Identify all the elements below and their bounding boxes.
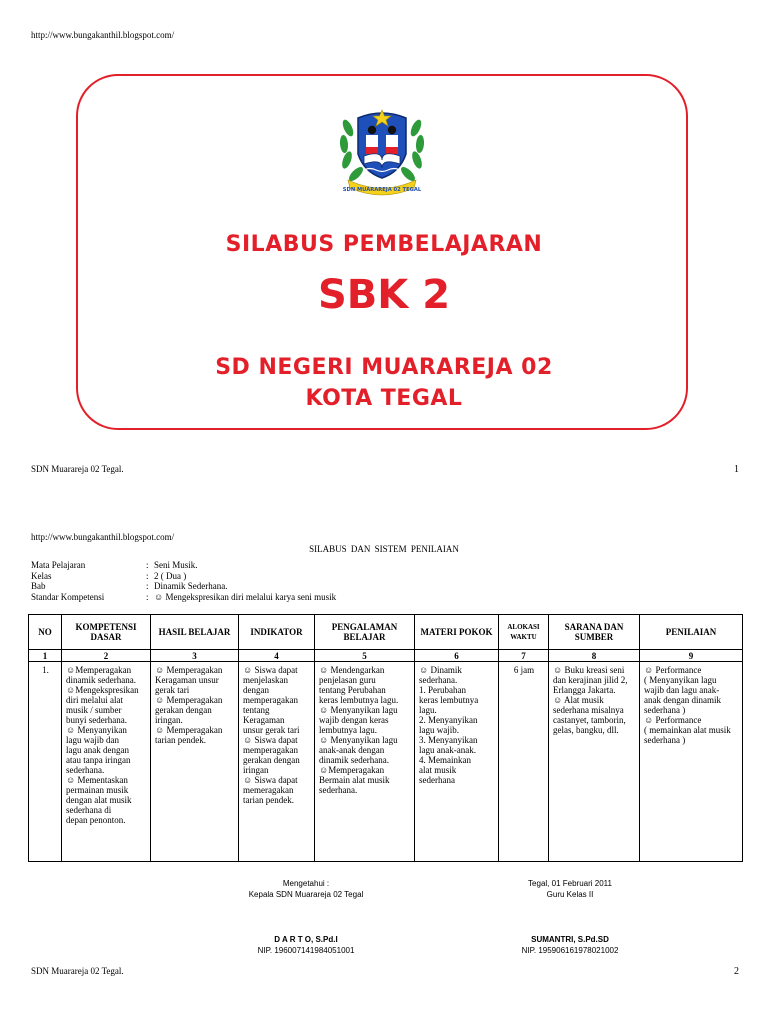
cell-line: atau tanpa iringan <box>66 755 131 765</box>
cell-line: wajib dengan keras <box>319 715 389 725</box>
meta-value: 2 ( Dua ) <box>154 570 187 581</box>
cell-line: ☺ Siswa dapat <box>243 775 298 785</box>
cell-penilaian <box>640 662 743 862</box>
page2-footer: SDN Muarareja 02 Tegal. <box>31 966 124 976</box>
cell-line: diri melalui alat <box>66 695 123 705</box>
cell-line: Keragaman <box>243 715 285 725</box>
cell-line: ( memainkan alat musik <box>644 725 731 735</box>
syllabus-title: SILABUS DAN SISTEM PENILAIAN <box>309 544 459 554</box>
cell-pengalaman <box>315 662 415 862</box>
cell-line: lagu wajib dan <box>66 735 119 745</box>
cell-line: castanyet, tamborin, <box>553 715 626 725</box>
cell-line: ☺ Performance <box>644 715 702 725</box>
header-cell: SARANA DAN SUMBER <box>549 615 640 650</box>
cell-line: ☺ Mendengarkan <box>319 665 385 675</box>
sign-right-nip: NIP. 195906161978021002 <box>521 946 619 955</box>
meta-value: ☺ Mengekspresikan diri melalui karya seni musik <box>154 591 337 602</box>
header-cell: NO <box>29 615 62 650</box>
cell-line: Bermain alat musik <box>319 775 390 785</box>
sign-left-name: D A R T O, S.Pd.I <box>274 935 338 944</box>
cell-line: ☺Mengekspresikan <box>66 685 139 695</box>
number-cell: 5 <box>315 650 415 662</box>
cell-line: lagu. <box>419 705 437 715</box>
meta-key: Mata Pelajaran <box>31 560 86 570</box>
school-logo <box>334 92 430 200</box>
header-cell: MATERI POKOK <box>415 615 499 650</box>
sign-right-line1: Tegal, 01 Februari 2011 <box>528 879 612 888</box>
cell-line: 2. Menyanyikan <box>419 715 478 725</box>
cell-kompetensi <box>62 662 151 862</box>
meta-key: Kelas <box>31 570 52 581</box>
cell-line: gelas, bangku, dll. <box>553 725 619 735</box>
cell-line: tentang Perubahan <box>319 685 386 695</box>
cell-line: ☺ Siswa dapat <box>243 665 298 675</box>
cell-line: iringan. <box>155 715 183 725</box>
cell-line: ☺ Memperagakan <box>155 695 223 705</box>
cell-line: 1. Perubahan <box>419 685 466 695</box>
cell-line: gerakan dengan <box>155 705 212 715</box>
cell-line: ☺ Performance <box>644 665 702 675</box>
cell-line: dinamik sederhana. <box>319 755 389 765</box>
number-cell: 6 <box>415 650 499 662</box>
sign-left-nip: NIP. 196007141984051001 <box>257 946 355 955</box>
cell-line: lagu anak dengan <box>66 745 129 755</box>
cover-school: SD NEGERI MUARAREJA 02 <box>215 355 553 380</box>
number-cell: 4 <box>239 650 315 662</box>
page1-url: http://www.bungakanthil.blogspot.com/ <box>31 30 175 40</box>
syllabus-table <box>28 614 743 862</box>
table-row <box>29 662 743 862</box>
header-cell: KOMPETENSI DASAR <box>62 615 151 650</box>
cell-line: permainan musik <box>66 785 129 795</box>
cell-line: wajib dan lagu anak- <box>644 685 720 695</box>
cell-line: ☺Memperagakan <box>66 665 132 675</box>
meta-row <box>31 592 336 603</box>
cell-line: memperagakan <box>243 745 298 755</box>
meta-row <box>31 581 336 592</box>
cell-line: alat musik <box>419 765 457 775</box>
cell-line: memeragakan <box>243 785 294 795</box>
cell-line: dengan <box>243 685 269 695</box>
cell-materi <box>415 662 499 862</box>
header-cell: HASIL BELAJAR <box>151 615 239 650</box>
cell-line: sederhana. <box>66 765 105 775</box>
cell-line: dinamik sederhana. <box>66 675 136 685</box>
cell-line: ☺ Siswa dapat <box>243 735 298 745</box>
cell-alokasi: 6 jam <box>499 662 549 862</box>
cell-line: lembutnya lagu. <box>319 725 377 735</box>
cell-line: unsur gerak tari <box>243 725 300 735</box>
meta-row <box>31 571 336 582</box>
meta-value: Seni Musik. <box>154 560 198 570</box>
cell-line: ☺ Memperagakan <box>155 665 223 675</box>
meta-key: Standar Kompetensi <box>31 591 105 602</box>
cover-city: KOTA TEGAL <box>305 386 463 411</box>
cell-line: keras lembutnya lagu. <box>319 695 399 705</box>
cell-line: ☺ Mementaskan <box>66 775 128 785</box>
cell-line: anak-anak dengan <box>319 745 385 755</box>
cell-line: sederhana ) <box>644 705 686 715</box>
cell-line: bunyi sederhana. <box>66 715 127 725</box>
cell-line: ☺ Buku kreasi seni <box>553 665 625 675</box>
header-cell: PENILAIAN <box>640 615 743 650</box>
sign-right-name: SUMANTRI, S.Pd.SD <box>531 935 609 944</box>
meta-colon: : <box>146 591 149 602</box>
cell-line: sederhana. <box>419 675 458 685</box>
meta-colon: : <box>146 581 149 591</box>
cell-line: ☺ Menyanyikan <box>66 725 127 735</box>
cell-line: ☺ Menyanyikan lagu <box>319 705 398 715</box>
cell-line: sederhana. <box>319 785 358 795</box>
meta-colon: : <box>146 560 149 570</box>
cell-line: penjelasan guru <box>319 675 376 685</box>
meta-row <box>31 560 336 571</box>
cell-line: sederhana <box>419 775 455 785</box>
page1-number: 1 <box>734 464 739 475</box>
cell-line: ☺Memperagakan <box>319 765 385 775</box>
cell-line: tarian pendek. <box>243 795 294 805</box>
header-row <box>29 615 743 650</box>
header-cell: INDIKATOR <box>239 615 315 650</box>
cell-line: menjelaskan <box>243 675 288 685</box>
cell-line: ( Menyanyikan lagu <box>644 675 717 685</box>
page2-url: http://www.bungakanthil.blogspot.com/ <box>31 532 175 542</box>
cell-line: ☺ Menyanyikan lagu <box>319 735 398 745</box>
cell-line: depan penonton. <box>66 815 126 825</box>
cell-sarana <box>549 662 640 862</box>
cell-line: sederhana misalnya <box>553 705 624 715</box>
cell-line: 3. Menyanyikan <box>419 735 478 745</box>
cell-line: lagu wajib. <box>419 725 459 735</box>
cell-line: sederhana di <box>66 805 112 815</box>
cell-no: 1. <box>29 662 62 862</box>
cell-line: tarian pendek. <box>155 735 206 745</box>
number-cell: 1 <box>29 650 62 662</box>
cell-line: dengan alat musik <box>66 795 132 805</box>
header-cell: PENGALAMAN BELAJAR <box>315 615 415 650</box>
cell-line: ☺ Memperagakan <box>155 725 223 735</box>
svg-text:SDN MUARAREJA 02 TEGAL: SDN MUARAREJA 02 TEGAL <box>342 187 422 193</box>
cell-line: memperagakan <box>243 695 298 705</box>
number-cell: 7 <box>499 650 549 662</box>
cell-indikator <box>239 662 315 862</box>
syllabus-meta <box>31 560 336 602</box>
sign-left-line2: Kepala SDN Muarareja 02 Tegal <box>248 890 364 899</box>
meta-value: Dinamik Sederhana. <box>154 581 228 591</box>
cover-title: SILABUS PEMBELAJARAN <box>225 232 543 257</box>
cell-line: ☺ Alat musik <box>553 695 604 705</box>
sign-right-line2: Guru Kelas II <box>546 890 594 899</box>
sign-left-line1: Mengetahui : <box>282 879 330 888</box>
cell-line: iringan <box>243 765 269 775</box>
number-cell: 9 <box>640 650 743 662</box>
cell-line: sederhana ) <box>644 735 686 745</box>
header-cell: ALOKASI WAKTU <box>499 615 549 650</box>
cell-line: 4. Memainkan <box>419 755 471 765</box>
cell-line: keras lembutnya <box>419 695 479 705</box>
cell-line: ☺ Dinamik <box>419 665 462 675</box>
cell-line: Keragaman unsur <box>155 675 219 685</box>
cover-subject: SBK 2 <box>317 272 451 318</box>
page1-footer: SDN Muarareja 02 Tegal. <box>31 464 124 474</box>
cell-line: gerak tari <box>155 685 190 695</box>
cell-line: Erlangga Jakarta. <box>553 685 616 695</box>
number-cell: 3 <box>151 650 239 662</box>
cell-line: lagu anak-anak. <box>419 745 476 755</box>
cell-line: dan kerajinan jilid 2, <box>553 675 628 685</box>
cell-line: musik / sumber <box>66 705 122 715</box>
meta-colon: : <box>146 570 149 581</box>
cell-hasil <box>151 662 239 862</box>
number-row <box>29 650 743 662</box>
number-cell: 2 <box>62 650 151 662</box>
cell-line: gerakan dengan <box>243 755 300 765</box>
cell-line: tentang <box>243 705 270 715</box>
page2-number: 2 <box>734 966 739 977</box>
cell-line: anak dengan dinamik <box>644 695 721 705</box>
number-cell: 8 <box>549 650 640 662</box>
meta-key: Bab <box>31 581 46 591</box>
